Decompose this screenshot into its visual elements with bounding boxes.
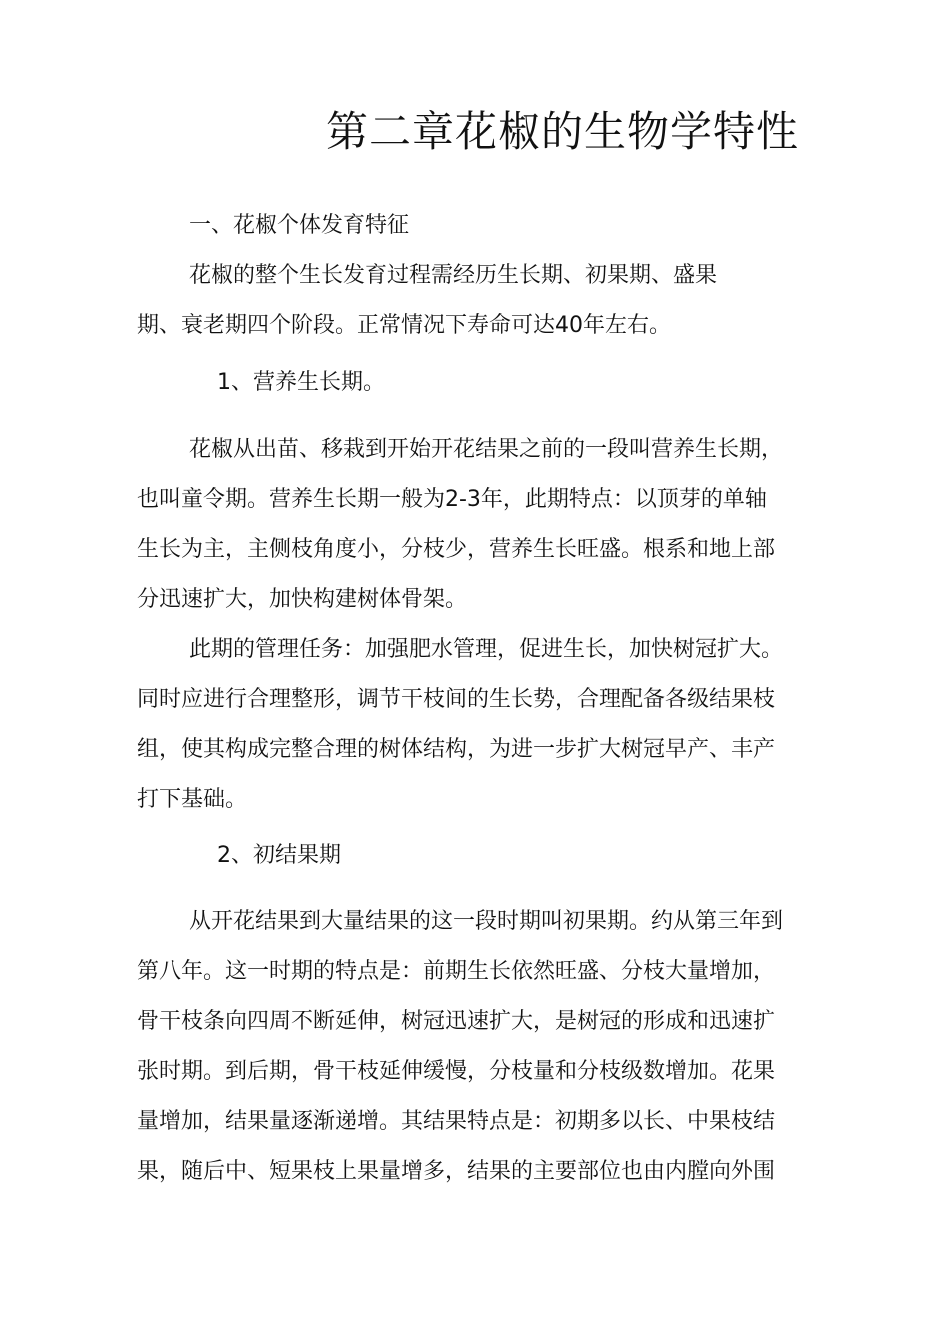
- sub1-para1-line-4: 分迅速扩大，加快构建树体骨架。: [137, 587, 468, 612]
- sub1-para2-line-3: 组，使其构成完整合理的树体结构，为进一步扩大树冠早产、丰产: [137, 737, 776, 762]
- intro-line-2: 期、衰老期四个阶段。正常情况下寿命可达40年左右。: [137, 313, 671, 338]
- sub1-para1-line-1: 花椒从出苗、移栽到开始开花结果之前的一段叫营养生长期，: [189, 437, 784, 462]
- subsection-heading-1: 1、营养生长期。: [217, 370, 385, 395]
- sub1-para1-line-3: 生长为主，主侧枝角度小，分枝少，营养生长旺盛。根系和地上部: [137, 537, 776, 562]
- sub2-para1-line-6: 果，随后中、短果枝上果量增多，结果的主要部位也由内膛向外围: [137, 1159, 776, 1184]
- sub2-para1-line-4: 张时期。到后期，骨干枝延伸缓慢，分枝量和分枝级数增加。花果: [137, 1059, 776, 1084]
- sub1-para1-line-2: 也叫童令期。营养生长期一般为2-3年，此期特点：以顶芽的单轴: [137, 487, 767, 512]
- sub2-para1-line-2: 第八年。这一时期的特点是：前期生长依然旺盛、分枝大量增加，: [137, 959, 776, 984]
- intro-line-1: 花椒的整个生长发育过程需经历生长期、初果期、盛果: [189, 263, 718, 288]
- subsection-heading-2: 2、初结果期: [217, 843, 341, 868]
- chapter-title: 第二章花椒的生物学特性: [326, 107, 800, 156]
- section-heading: 一、花椒个体发育特征: [189, 213, 410, 238]
- sub2-para1-line-1: 从开花结果到大量结果的这一段时期叫初果期。约从第三年到: [189, 909, 784, 934]
- sub1-para2-line-4: 打下基础。: [137, 787, 248, 812]
- sub2-para1-line-3: 骨干枝条向四周不断延伸，树冠迅速扩大，是树冠的形成和迅速扩: [137, 1009, 776, 1034]
- sub2-para1-line-5: 量增加，结果量逐渐递增。其结果特点是：初期多以长、中果枝结: [137, 1109, 776, 1134]
- sub1-para2-line-2: 同时应进行合理整形，调节干枝间的生长势，合理配备各级结果枝: [137, 687, 776, 712]
- sub1-para2-line-1: 此期的管理任务：加强肥水管理，促进生长，加快树冠扩大。: [189, 637, 784, 662]
